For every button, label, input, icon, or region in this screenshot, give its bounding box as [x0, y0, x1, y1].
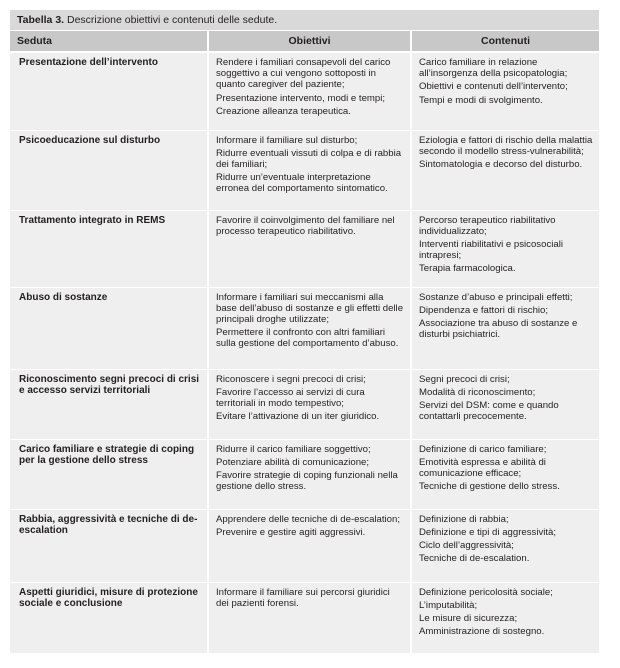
contenuti-item: Obiettivi e contenuti dell’intervento;: [419, 81, 568, 93]
contenuti-item: Tecniche di gestione dello stress.: [419, 481, 560, 493]
obiettivi-item: Informare i familiari sui meccanismi alla base dell’abuso di sostanze e gli effetti delle principali droghe utilizzate;: [216, 291, 404, 325]
contenuti-item: Segni precoci di crisi;: [419, 373, 510, 385]
contenuti-cell: [411, 130, 599, 210]
contenuti-item: L’imputabilità;: [419, 599, 478, 611]
table-row: [10, 582, 599, 653]
seduta-cell: Carico familiare e strategie di coping per la gestione dello stress: [10, 439, 208, 509]
obiettivi-cell: [208, 582, 411, 653]
contenuti-item: Definizione di carico familiare;: [419, 443, 547, 455]
contenuti-item: Associazione tra abuso di sostanze e disturbi psichiatrici.: [419, 317, 578, 341]
contenuti-item: Definizione di rabbia;: [419, 513, 509, 525]
header-contenuti: Contenuti: [411, 31, 599, 52]
obiettivi-item: Informare il familiare sul disturbo;: [216, 134, 358, 146]
obiettivi-item: Permettere il confronto con altri familiari sulla gestione del comportamento d’abuso.: [216, 327, 399, 350]
seduta-cell: Aspetti giuridici, misure di protezione sociale e conclusione: [10, 582, 208, 653]
contenuti-item: Tecniche di de-escalation.: [419, 553, 530, 565]
table-row: [10, 439, 599, 509]
table-caption: [10, 10, 599, 31]
contenuti-cell: [411, 509, 599, 582]
obiettivi-item: Ridurre un’eventuale interpretazione erronea del comportamento sintomatico.: [216, 172, 388, 195]
contenuti-item: Amministrazione di sostegno.: [419, 626, 545, 638]
contenuti-item: Servizi del DSM: come e quando contattarli precocemente.: [419, 399, 559, 423]
obiettivi-cell: [208, 52, 411, 130]
contenuti-cell: [411, 52, 599, 130]
obiettivi-item: Creazione alleanza terapeutica.: [216, 105, 351, 117]
contenuti-item: Tempi e modi di svolgimento.: [419, 94, 543, 106]
table-container: [10, 10, 599, 654]
seduta-cell: Riconoscimento segni precoci di crisi e accesso servizi territoriali: [10, 369, 208, 439]
seduta-cell: Abuso di sostanze: [10, 287, 208, 369]
contenuti-item: Eziologia e fattori di rischio della malattia secondo il modello stress-vulnerabilità;: [419, 134, 593, 157]
obiettivi-item: Ridurre eventuali vissuti di colpa e di rabbia dei familiari;: [216, 147, 402, 170]
obiettivi-cell: [208, 287, 411, 369]
obiettivi-item: Presentazione intervento, modi e tempi;: [216, 92, 386, 104]
obiettivi-item: Rendere i familiari consapevoli del carico soggettivo a cui vengono sottoposti in quanto caregiver del paziente;: [216, 57, 391, 91]
obiettivi-item: Ridurre il carico familiare soggettivo;: [216, 443, 371, 455]
contenuti-cell: [411, 439, 599, 509]
contenuti-cell: [411, 369, 599, 439]
obiettivi-item: Prevenire e gestire agiti aggressivi.: [216, 526, 366, 538]
contenuti-item: Sintomatologia e decorso del disturbo.: [419, 158, 583, 170]
table-row: [10, 369, 599, 439]
obiettivi-item: Evitare l’attivazione di un iter giuridico.: [216, 411, 380, 423]
seduta-cell: Trattamento integrato in REMS: [10, 210, 208, 287]
obiettivi-cell: [208, 130, 411, 210]
sessions-table: [10, 31, 599, 654]
obiettivi-item: Riconoscere i segni precoci di crisi;: [216, 373, 366, 385]
table-header: [10, 31, 599, 52]
contenuti-item: Percorso terapeutico riabilitativo individualizzato;: [419, 214, 556, 237]
header-obiettivi: Obiettivi: [208, 31, 411, 52]
header-seduta: Seduta: [10, 31, 208, 52]
contenuti-item: Le misure di sicurezza;: [419, 612, 518, 624]
obiettivi-cell: [208, 509, 411, 582]
obiettivi-item: Favorire strategie di coping funzionali nella gestione dello stress.: [216, 469, 398, 493]
obiettivi-item: Favorire l’accesso ai servizi di cura territoriali in modo tempestivo;: [216, 386, 365, 409]
seduta-cell: Presentazione dell’intervento: [10, 52, 208, 130]
table-row: [10, 52, 599, 130]
caption-text: Descrizione obiettivi e contenuti delle sedute.: [67, 14, 278, 26]
obiettivi-cell: [208, 369, 411, 439]
contenuti-item: Emotività espressa e abilità di comunicazione efficace;: [419, 456, 546, 479]
table-row: [10, 509, 599, 582]
contenuti-item: Modalità di riconoscimento;: [419, 386, 536, 398]
table-body: [10, 52, 599, 653]
contenuti-item: Definizione pericolosità sociale;: [419, 586, 553, 598]
contenuti-item: Dipendenza e fattori di rischio;: [419, 304, 549, 316]
caption-label: Tabella 3.: [17, 14, 65, 26]
contenuti-cell: [411, 582, 599, 653]
contenuti-cell: [411, 210, 599, 287]
obiettivi-item: Potenziare abilità di comunicazione;: [216, 456, 370, 468]
obiettivi-item: Informare il familiare sui percorsi giuridici dei pazienti forensi.: [216, 586, 390, 609]
seduta-cell: Rabbia, aggressività e tecniche di de-escalation: [10, 509, 208, 582]
contenuti-item: Terapia farmacologica.: [419, 263, 516, 275]
contenuti-item: Definizione e tipi di aggressività;: [419, 526, 557, 538]
obiettivi-item: Favorire il coinvolgimento del familiare nel processo terapeutico riabilitativo.: [216, 214, 395, 237]
obiettivi-cell: [208, 439, 411, 509]
contenuti-item: Sostanze d’abuso e principali effetti;: [419, 291, 573, 303]
contenuti-item: Interventi riabilitativi e psicosociali intrapresi;: [419, 238, 563, 262]
table-row: [10, 210, 599, 287]
table-row: [10, 130, 599, 210]
contenuti-cell: [411, 287, 599, 369]
contenuti-item: Carico familiare in relazione all’insorgenza della psicopatologia;: [419, 57, 568, 80]
obiettivi-item: Apprendere delle tecniche di de-escalation;: [216, 513, 401, 525]
table-row: [10, 287, 599, 369]
obiettivi-cell: [208, 210, 411, 287]
contenuti-item: Ciclo dell’aggressività;: [419, 539, 514, 551]
seduta-cell: Psicoeducazione sul disturbo: [10, 130, 208, 210]
